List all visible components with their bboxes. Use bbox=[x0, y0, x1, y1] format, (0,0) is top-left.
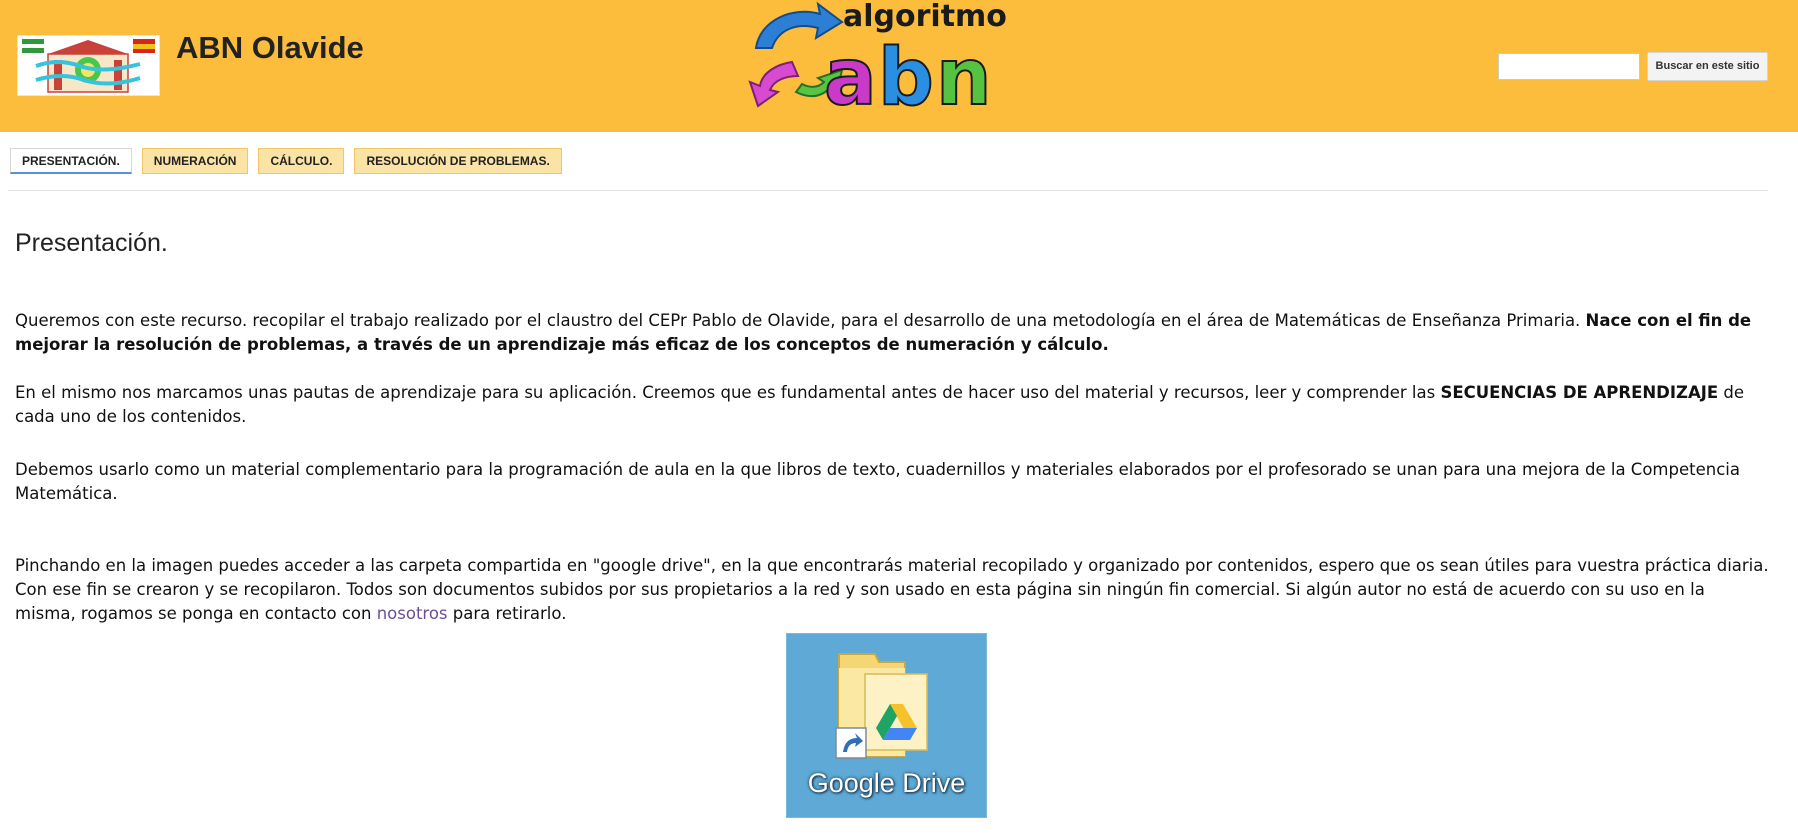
search-input[interactable] bbox=[1498, 53, 1640, 80]
school-crest-logo[interactable] bbox=[17, 35, 160, 96]
intro-paragraph bbox=[15, 309, 1770, 357]
drive-text-after: para retirarlo. bbox=[447, 604, 567, 623]
page-title: Presentación. bbox=[15, 229, 168, 257]
svg-text:n: n bbox=[936, 33, 992, 114]
google-drive-folder-icon bbox=[835, 652, 940, 770]
svg-text:a: a bbox=[824, 33, 877, 114]
google-drive-caption: Google Drive bbox=[807, 768, 966, 798]
site-title[interactable]: ABN Olavide bbox=[176, 30, 364, 65]
algoritmo-abn-logo bbox=[738, 0, 1033, 114]
search-button[interactable]: Buscar en este sitio bbox=[1647, 52, 1768, 81]
tab-calculo[interactable]: CÁLCULO. bbox=[258, 148, 344, 174]
drive-text-before: Pinchando en la imagen puedes acceder a las carpeta compartida en "google drive", en la que encontrarás material recopilado y organizado por contenidos, espero que os sean útiles para vuestra práctica diaria. Con ese fin se crearon y se recopilaron. Todos son documentos subidos por sus propietarios a la red y son usado en esta página sin ningún fin comercial. Si algún autor no está de acuerdo con su uso en la misma, rogamos se ponga en contacto con bbox=[15, 556, 1769, 623]
tab-numeracion[interactable]: NUMERACIÓN bbox=[142, 148, 249, 174]
svg-text:b: b bbox=[878, 33, 934, 114]
svg-text:algoritmo: algoritmo bbox=[843, 0, 1007, 34]
tab-presentacion[interactable]: PRESENTACIÓN. bbox=[10, 148, 132, 174]
sequences-bold-text: SECUENCIAS DE APRENDIZAJE bbox=[1440, 383, 1719, 402]
google-drive-paragraph bbox=[15, 554, 1770, 626]
nav-divider bbox=[8, 190, 1768, 191]
google-drive-image-link[interactable] bbox=[786, 633, 987, 818]
contact-link[interactable]: nosotros bbox=[376, 604, 448, 623]
site-header bbox=[0, 0, 1798, 132]
sequences-text-before: En el mismo nos marcamos unas pautas de aprendizaje para su aplicación. Creemos que es fundamental antes de hacer uso del material y recursos, leer y comprender las bbox=[15, 383, 1441, 402]
sequences-text-after: de cada uno de los contenidos. bbox=[15, 383, 1745, 426]
intro-text: Queremos con este recurso. recopilar el trabajo realizado por el claustro del CEPr Pablo de Olavide, para el desarrollo de una metodología en el área de Matemáticas de Enseñanza Primaria. bbox=[15, 311, 1586, 330]
intro-bold-text: Nace con el fin de mejorar la resolución de problemas, a través de un aprendizaje más eficaz de los conceptos de numeración y cálculo. bbox=[15, 311, 1752, 354]
main-nav bbox=[10, 148, 562, 175]
tab-resolucion-de-problemas[interactable]: RESOLUCIÓN DE PROBLEMAS. bbox=[354, 148, 561, 174]
complementary-material-paragraph: Debemos usarlo como un material complementario para la programación de aula en la que libros de texto, cuadernillos y materiales elaborados por el profesorado se unan para una mejora de la Competencia Matemática. bbox=[15, 460, 1740, 503]
learning-sequences-paragraph bbox=[15, 381, 1770, 429]
